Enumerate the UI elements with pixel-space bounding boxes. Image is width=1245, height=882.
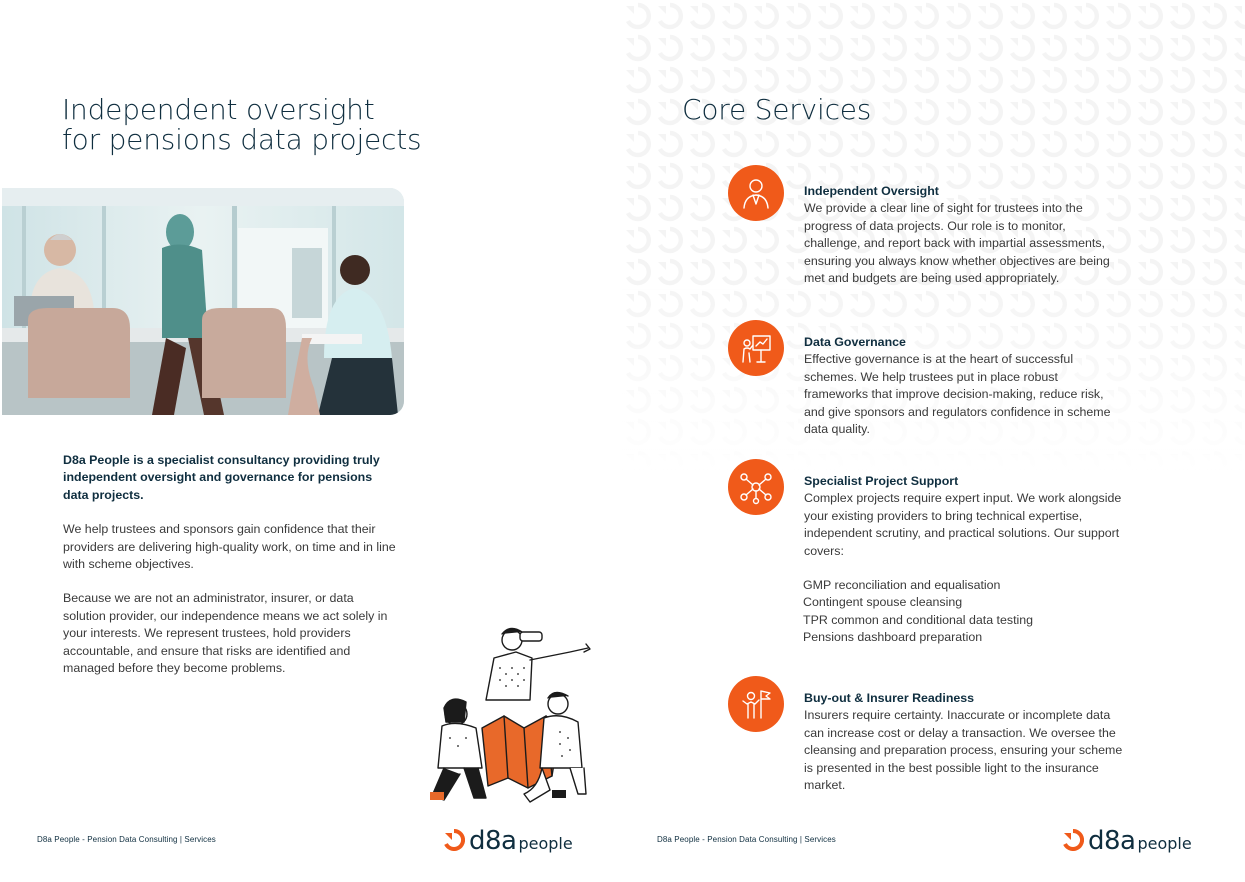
page-title-line-1: Independent oversight bbox=[62, 93, 375, 126]
right-page bbox=[622, 0, 1245, 882]
right-logo bbox=[1062, 824, 1192, 854]
service-3-title: Specialist Project Support bbox=[804, 474, 959, 488]
service-3-list bbox=[803, 577, 1124, 647]
logo-text: d8a bbox=[469, 826, 517, 856]
logo-text: d8a bbox=[1088, 826, 1136, 856]
team-explorers-illustration bbox=[420, 618, 598, 806]
left-page bbox=[0, 0, 622, 882]
intro-text bbox=[63, 452, 398, 694]
office-photo bbox=[2, 188, 404, 415]
intro-lead: D8a People is a specialist consultancy providing truly independent oversight and governance for pensions data projects. bbox=[63, 453, 380, 502]
network-icon bbox=[728, 459, 784, 515]
service-1-text: We provide a clear line of sight for trustees into the progress of data projects. Our role is to monitor, challenge, and report back with impartial assessments, ensuring you always know whether objectives are being met and budgets are being used appropriately. bbox=[804, 201, 1110, 286]
left-logo bbox=[443, 824, 573, 854]
flag-person-icon bbox=[728, 676, 784, 732]
page-title-line-2: for pensions data projects bbox=[62, 123, 422, 156]
core-services-title: Core Services bbox=[682, 93, 872, 126]
list-item: GMP reconciliation and equalisation bbox=[803, 578, 1001, 593]
service-1-title: Independent Oversight bbox=[804, 184, 939, 198]
left-footer-text: D8a People - Pension Data Consulting | Services bbox=[37, 835, 216, 844]
service-4-title: Buy-out & Insurer Readiness bbox=[804, 691, 975, 705]
logo-suffix: people bbox=[518, 834, 573, 853]
logo-mark-icon bbox=[1062, 829, 1084, 851]
intro-paragraph-3: Because we are not an administrator, insurer, or data solution provider, our independence means we act solely in your interests. We represent trustees, hold providers accountable, and ensure that risks are identified and managed before they become problems. bbox=[63, 591, 388, 676]
logo-mark-icon bbox=[443, 829, 465, 851]
presentation-icon bbox=[728, 320, 784, 376]
intro-paragraph-2: We help trustees and sponsors gain confidence that their providers are delivering high-quality work, on time and in line with scheme objectives. bbox=[63, 522, 396, 572]
service-4-text: Insurers require certainty. Inaccurate or incomplete data can increase cost or delay a transaction. We oversee the cleansing and preparation process, ensuring your scheme is presented in the best possible light to the insurance market. bbox=[804, 708, 1123, 793]
service-2-text: Effective governance is at the heart of successful schemes. We help trustees put in place robust frameworks that improve decision-making, reduce risk, and give sponsors and regulators confidence in scheme data quality. bbox=[804, 352, 1111, 437]
service-2-title: Data Governance bbox=[804, 335, 906, 349]
right-footer-text: D8a People - Pension Data Consulting | Services bbox=[657, 835, 836, 844]
list-item: Pensions dashboard preparation bbox=[803, 630, 983, 645]
list-item: TPR common and conditional data testing bbox=[803, 612, 1034, 627]
person-icon bbox=[728, 165, 784, 221]
page-title bbox=[62, 95, 482, 155]
list-item: Contingent spouse cleansing bbox=[803, 595, 963, 610]
service-3-text: Complex projects require expert input. We work alongside your existing providers to bring technical expertise, independent scrutiny, and practical solutions. Our support covers: bbox=[804, 491, 1122, 558]
logo-suffix: people bbox=[1137, 834, 1192, 853]
